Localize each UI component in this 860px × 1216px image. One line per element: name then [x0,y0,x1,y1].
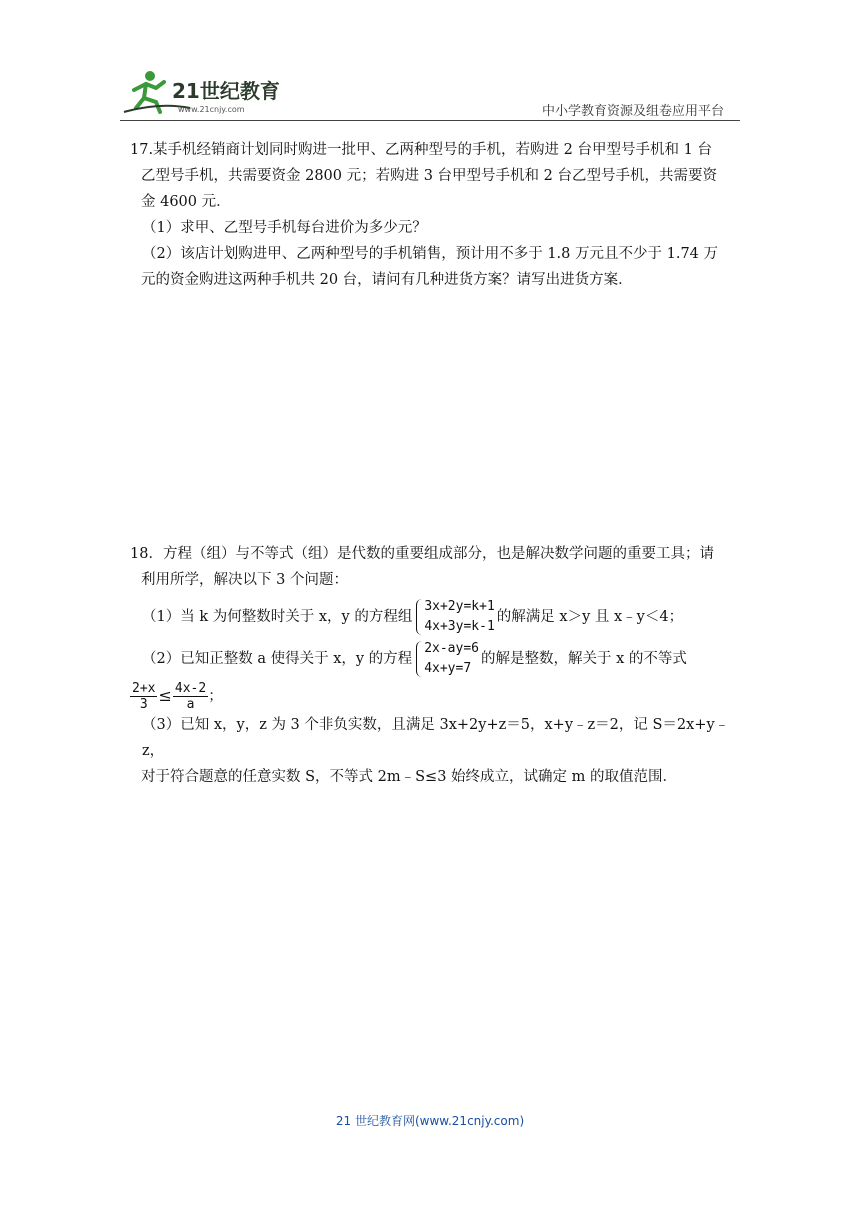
question-17 [130,137,740,293]
inequality-left-fraction [130,681,157,712]
system-2-eq-2: 4x+y=7 [424,661,472,676]
right-numerator: 4x-2 [174,681,207,696]
q18-part-1-suffix: 的解满足 x＞y 且 x﹣y＜4； [496,609,684,625]
q18-part-2-prefix: （2）已知正整数 a 使得关于 x，y 的方程 [142,651,413,667]
logo-text: 21世纪教育 [172,79,280,103]
q17-part-1: （1）求甲、乙型号手机每台进价为多少元？ [142,220,427,236]
system-1-eq-1: 3x+2y=k+1 [424,599,495,614]
q17-part-2b: 元的资金购进这两种手机共 20 台，请问有几种进货方案？请写出进货方案． [141,272,633,288]
left-numerator: 2+x [132,681,156,696]
logo-url: www.21cnjy.com [178,105,245,114]
q18-inequality [130,681,740,712]
q17-line-1: 17.某手机经销商计划同时购进一批甲、乙两种型号的手机，若购进 2 台甲型号手机和 1 台 [130,142,712,158]
q17-line-2: 乙型号手机，共需要资金 2800 元；若购进 3 台甲型号手机和 2 台乙型号手机，共需要资 [141,168,718,184]
question-18 [130,541,740,790]
equation-system-2 [414,639,479,679]
runner-logo-icon [120,68,290,116]
q18-line-1: 18．方程（组）与不等式（组）是代数的重要组成部分，也是解决数学问题的重要工具；请 [130,546,714,562]
right-denominator: a [186,697,195,712]
system-1-eq-2: 4x+3y=k-1 [424,619,495,634]
site-logo[interactable] [120,68,290,116]
q18-part-3b: 对于符合题意的任意实数 S，不等式 2m﹣S≤3 始终成立，试确定 m 的取值范围． [141,769,678,785]
q17-line-3: 金 4600 元． [141,194,231,210]
q18-part-2 [130,639,740,679]
q17-part-2a: （2）该店计划购进甲、乙两种型号的手机销售，预计用不多于 1.8 万元且不少于 1.74 万 [142,246,719,262]
equation-system-1 [414,597,494,637]
q18-part-2-suffix: 的解是整数，解关于 x 的不等式 [480,651,687,667]
q18-part-1-prefix: （1）当 k 为何整数时关于 x，y 的方程组 [142,609,413,625]
q18-part-3a: （3）已知 x，y，z 为 3 个非负实数，且满足 3x+2y+z＝5，x+y﹣z＝2，记 S＝2x+y﹣z， [142,717,730,759]
left-denominator: 3 [139,697,148,712]
q18-part-1 [130,597,740,637]
page-footer[interactable]: 21 世纪教育网(www.21cnjy.com) [335,1114,525,1128]
header-divider [120,120,740,121]
system-2-eq-1: 2x-ay=6 [424,641,479,656]
inequality-symbol: ≤ [158,685,172,705]
inequality-end: ； [208,688,223,705]
page-header [120,68,740,122]
q18-line-2: 利用所学，解决以下 3 个问题： [141,572,348,588]
inequality-right-fraction [173,681,208,712]
header-tagline: 中小学教育资源及组卷应用平台 [541,104,724,119]
